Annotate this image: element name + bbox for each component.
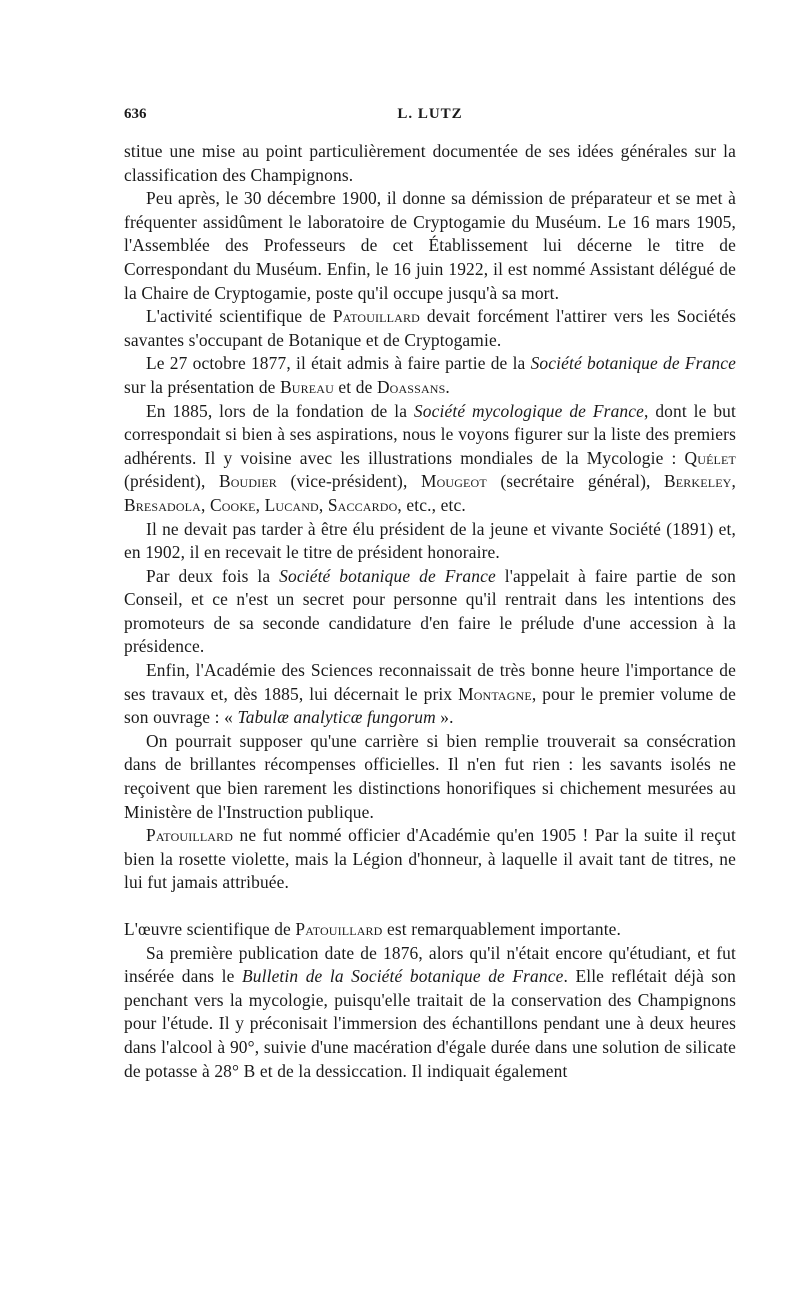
body-text bbox=[124, 140, 736, 1083]
running-header bbox=[124, 106, 736, 132]
paragraph-5: En 1885, lors de la fondation de la Société mycologique de France, dont le but correspondait si bien à ses aspirations, nous le voyons figurer sur la liste des premiers adhérents. Il y voisine avec les illustrations mondiales de la Mycologie : Quélet (président), Boudier (vice-président), Mougeot (secrétaire général), Berkeley, Bresadola, Cooke, Lucand, Saccardo, etc., etc. bbox=[124, 400, 737, 515]
society-name: Société botanique de France bbox=[279, 565, 496, 586]
journal-title: Bulletin de la Société botanique de France bbox=[241, 966, 564, 987]
person-name: Boudier bbox=[218, 471, 277, 492]
person-name: Doassans bbox=[376, 376, 446, 397]
person-name: Bresadola bbox=[124, 494, 201, 515]
paragraph-4: Le 27 octobre 1877, il était admis à faire partie de la Société botanique de France sur la présentation de Bureau et de Doassans. bbox=[124, 353, 736, 397]
person-name: Bureau bbox=[280, 376, 334, 397]
paragraph-11: L'œuvre scientifique de Patouillard est remarquablement importante. bbox=[124, 919, 622, 939]
running-head-author: L. LUTZ bbox=[397, 106, 463, 122]
person-name: Saccardo bbox=[327, 494, 398, 515]
society-name: Société botanique de France bbox=[530, 353, 736, 374]
paragraph-8: Enfin, l'Académie des Sciences reconnaissait de très bonne heure l'importance de ses travaux et, dès 1885, lui décernait le prix Montagne, pour le premier volume de son ouvrage : « Tabulæ analyticæ fungorum ». bbox=[124, 660, 736, 728]
person-name: Patouillard bbox=[295, 919, 383, 939]
paragraph-1: stitue une mise au point particulièrement documentée de ses idées générales sur la classification des Champignons. bbox=[124, 141, 736, 185]
paragraph-10: Patouillard ne fut nommé officier d'Académie qu'en 1905 ! Par la suite il reçut bien la rosette violette, mais la Légion d'honneur, à laquelle il avait tant de titres, ne lui fut jamais attribuée. bbox=[124, 825, 736, 893]
paragraph-6: Il ne devait pas tarder à être élu président de la jeune et vivante Société (1891) et, en 1902, il en recevait le titre de président honoraire. bbox=[124, 518, 736, 563]
society-name: Société mycologique de France bbox=[413, 400, 644, 421]
paragraph-7: Par deux fois la Société botanique de France l'appelait à faire partie de son Conseil, et ce n'est un secret pour personne qu'il rentrait dans les intentions des promoteurs de sa seconde candidature d'en faire le prélude d'une accession à la présidence. bbox=[124, 565, 736, 657]
paragraph-9: On pourrait supposer qu'une carrière si bien remplie trouverait sa consécration dans de brillantes récompenses officielles. Il n'en fut rien : les savants isolés ne reçoivent que bien rarement les distinctions honorifiques si chichement mesurées au Ministère de l'Instruction publique. bbox=[124, 730, 736, 822]
person-name: Quélet bbox=[684, 447, 736, 468]
paragraph-3: L'activité scientifique de Patouillard devait forcément l'attirer vers les Sociétés savantes s'occupant de Botanique et de Cryptogamie. bbox=[124, 306, 736, 350]
person-name: Berkeley bbox=[664, 471, 732, 492]
person-name: Patouillard bbox=[146, 825, 234, 846]
person-name: Lucand bbox=[264, 494, 319, 515]
person-name: Patouillard bbox=[332, 306, 420, 327]
person-name: Mougeot bbox=[420, 471, 487, 492]
paragraph-2: Peu après, le 30 décembre 1900, il donne sa démission de préparateur et se met à fréquenter assidûment le laboratoire de Cryptogamie du Muséum. Le 16 mars 1905, l'Assemblée des Professeurs de cet Établissement lui décerne le titre de Correspondant du Muséum. Enfin, le 16 juin 1922, il est nommé Assistant délégué de la Chaire de Cryptogamie, poste qu'il occupe jusqu'à sa mort. bbox=[124, 188, 736, 303]
page-number: 636 bbox=[124, 106, 147, 122]
work-title: Tabulæ analyticæ fungorum bbox=[237, 707, 436, 728]
person-name: Cooke bbox=[209, 494, 256, 515]
paragraph-12: Sa première publication date de 1876, alors qu'il n'était encore qu'étudiant, et fut insérée dans le Bulletin de la Société botanique de France. Elle reflétait déjà son penchant vers la mycologie, puisqu'elle traitait de la conservation des Champignons pour l'étude. Il y préconisait l'immersion des échantillons pendant une à deux heures dans l'alcool à 90°, suivie d'une macération d'égale durée dans une solution de silicate de potasse à 28° B et de la dessiccation. Il indiquait également bbox=[124, 942, 736, 1081]
prize-name: Montagne bbox=[458, 683, 532, 704]
